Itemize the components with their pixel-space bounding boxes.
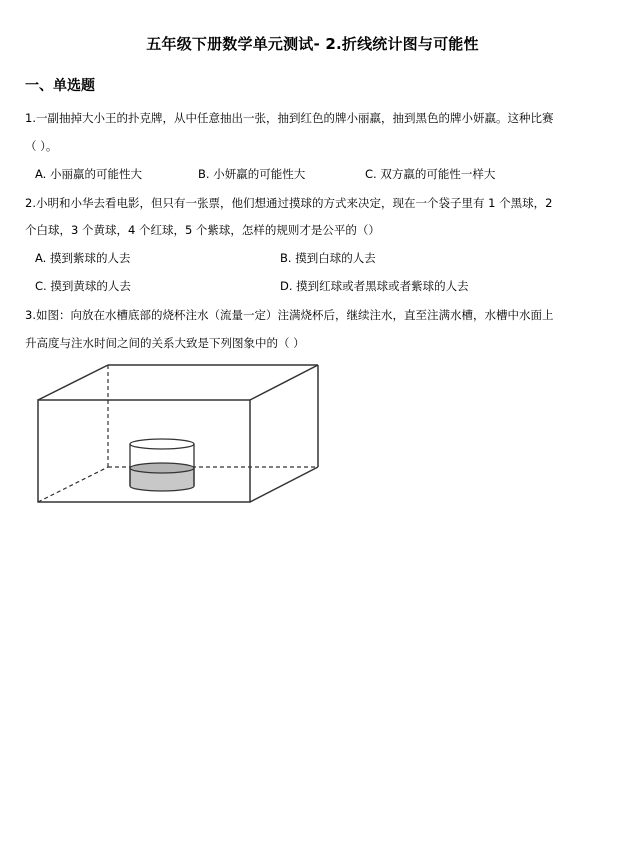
q1-option-c[interactable]: C. 双方羸的可能性一样大 <box>365 167 496 181</box>
q1-option-a[interactable]: A. 小丽羸的可能性大 <box>35 167 142 181</box>
beaker-water-surface <box>130 463 194 473</box>
q1-text-line1: 1.一副抽掉大小王的扑克牌，从中任意抽出一张，抽到红色的牌小丽羸，抽到黑色的牌小妍羸。这种比赛 <box>25 111 554 125</box>
q3-text-line2: 升高度与注水时间之间的关系大致是下列图象中的（ ） <box>25 336 305 350</box>
tank-top-left-edge <box>38 365 108 400</box>
q2-option-d[interactable]: D. 摸到红球或者黑球或者紫球的人去 <box>280 279 469 293</box>
q2-text-line2: 个白球，3 个黄球，4 个红球，5 个紫球，怎样的规则才是公平的（） <box>25 223 380 237</box>
q1-option-b[interactable]: B. 小妍羸的可能性大 <box>198 167 306 181</box>
tank-hidden-left-bottom-edge <box>38 467 108 502</box>
tank-bottom-right-edge <box>250 467 318 502</box>
q2-option-a[interactable]: A. 摸到紫球的人去 <box>35 251 131 265</box>
page-title: 五年级下册数学单元测试- 2.折线统计图与可能性 <box>146 35 479 53</box>
q2-text-line1: 2.小明和小华去看电影，但只有一张票，他们想通过摸球的方式来决定，现在一个袋子里有 1 个黑球，2 <box>25 196 553 210</box>
q2-option-c[interactable]: C. 摸到黄球的人去 <box>35 279 131 293</box>
q2-option-b[interactable]: B. 摸到白球的人去 <box>280 251 376 265</box>
beaker-rim <box>130 439 194 449</box>
tank-beaker-figure <box>30 358 330 508</box>
q3-text-line1: 3.如图：向放在水槽底部的烧杯注水（流量一定）注满烧杯后，继续注水，直至注满水槽，水槽中水面上 <box>25 308 554 322</box>
q1-text-line2: （ ）。 <box>25 139 58 153</box>
section-heading: 一、单选题 <box>25 78 95 94</box>
tank-top-right-edge <box>250 365 318 400</box>
